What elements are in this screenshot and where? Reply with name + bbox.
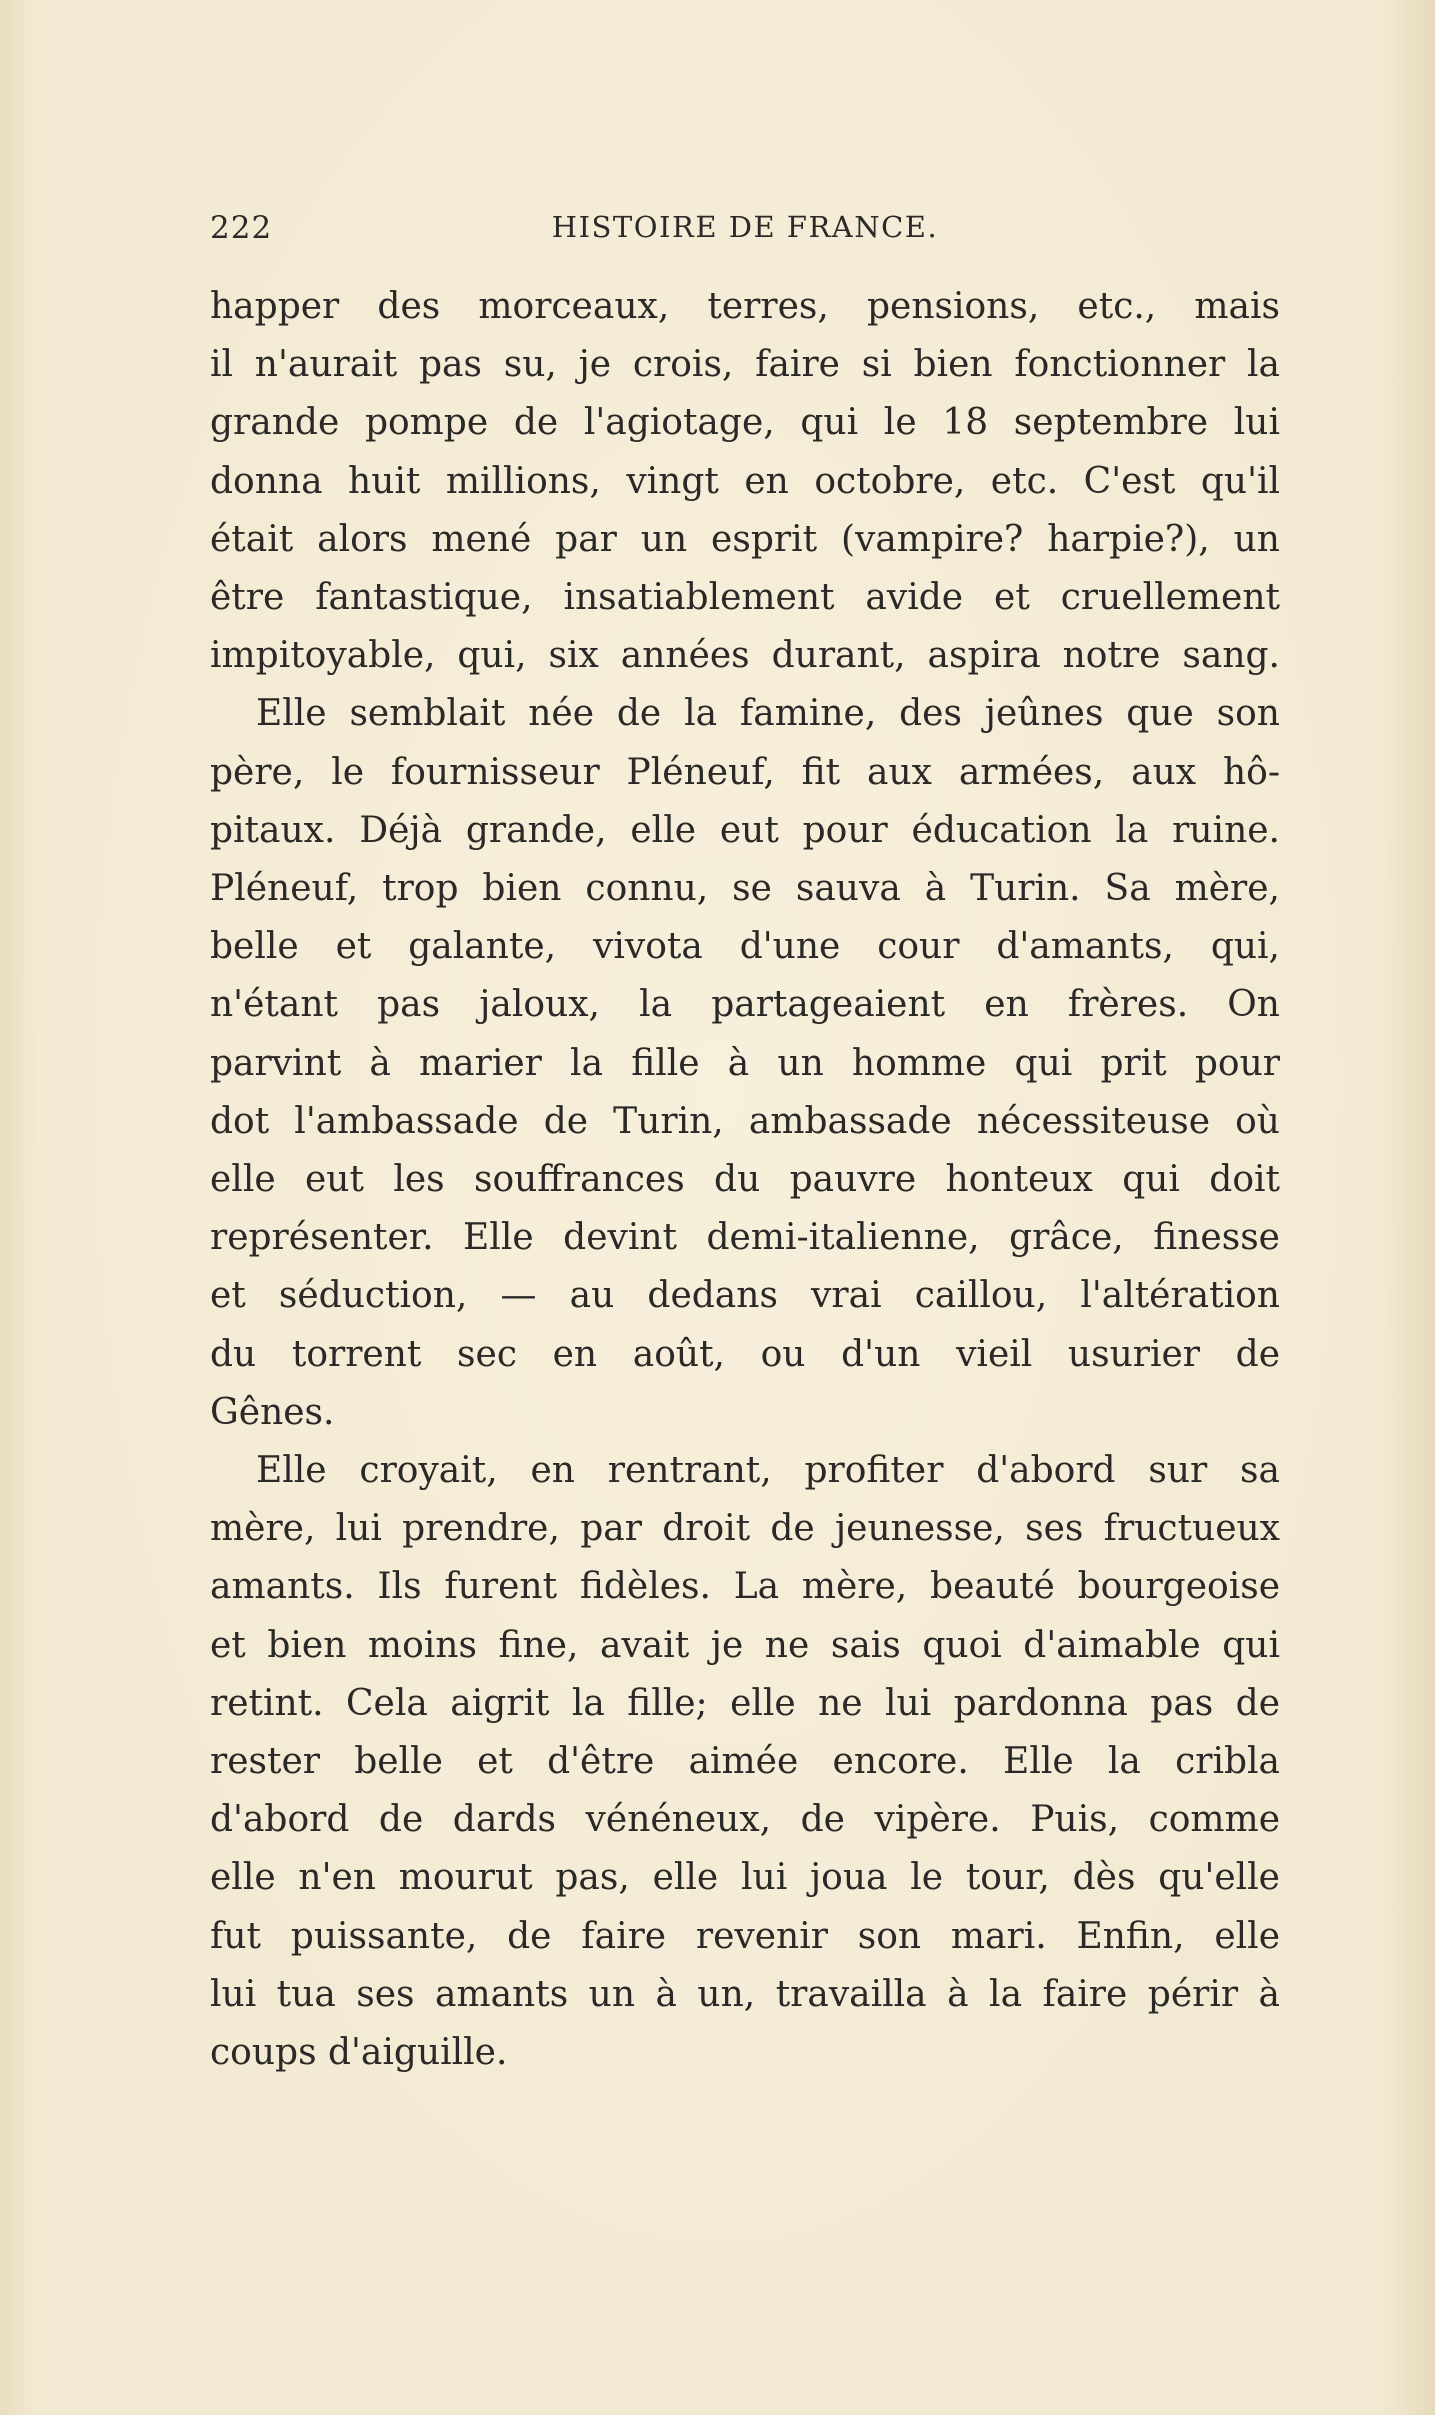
- text-line: mère, lui prendre, par droit de jeunesse, ses fructueux: [210, 1508, 1280, 1550]
- text-line: parvint à marier la fille à un homme qui prit pour: [210, 1042, 1280, 1084]
- text-line: coups d'aiguille.: [210, 2032, 508, 2074]
- text-line: du torrent sec en août, ou d'un vieil usurier de: [210, 1333, 1280, 1375]
- text-line: donna huit millions, vingt en octobre, etc. C'est qu'il: [210, 460, 1280, 502]
- text-line: impitoyable, qui, six années durant, aspira notre sang.: [210, 635, 1280, 677]
- text-line: amants. Ils furent fidèles. La mère, beauté bourgeoise: [210, 1566, 1280, 1608]
- text-line: n'étant pas jaloux, la partageaient en frères. On: [210, 984, 1280, 1026]
- text-line: Elle croyait, en rentrant, profiter d'abord sur sa: [256, 1450, 1280, 1492]
- text-line: représenter. Elle devint demi-italienne, grâce, finesse: [210, 1217, 1280, 1259]
- page-number: 222: [210, 210, 273, 246]
- text-line: elle eut les souffrances du pauvre honteux qui doit: [210, 1159, 1280, 1201]
- text-line: retint. Cela aigrit la fille; elle ne lui pardonna pas de: [210, 1682, 1280, 1724]
- text-line: happer des morceaux, terres, pensions, etc., mais: [210, 286, 1280, 327]
- text-line: pitaux. Déjà grande, elle eut pour éducation la ruine.: [210, 809, 1280, 851]
- text-line: Pléneuf, trop bien connu, se sauva à Turin. Sa mère,: [210, 868, 1280, 910]
- running-head: HISTOIRE DE FRANCE.: [551, 210, 939, 244]
- page-header: [210, 210, 1280, 258]
- text-line: il n'aurait pas su, je crois, faire si bien fonctionner la: [210, 344, 1280, 386]
- text-line: père, le fournisseur Pléneuf, fit aux armées, aux hô-: [210, 751, 1280, 793]
- body-text: [210, 278, 1280, 2082]
- text-line: lui tua ses amants un à un, travailla à la faire périr à: [210, 1973, 1280, 2015]
- text-line: Gênes.: [210, 1391, 335, 1433]
- paragraph-3: [210, 1442, 1280, 2082]
- text-line: Elle semblait née de la famine, des jeûnes que son: [256, 693, 1280, 735]
- text-line: d'abord de dards vénéneux, de vipère. Puis, comme: [210, 1799, 1280, 1841]
- text-line: être fantastique, insatiablement avide et cruellement: [210, 577, 1280, 619]
- text-line: grande pompe de l'agiotage, qui le 18 septembre lui: [210, 402, 1280, 444]
- text-line: et séduction, — au dedans vrai caillou, l'altération: [210, 1275, 1280, 1317]
- paragraph-2: [210, 685, 1280, 1442]
- text-line: belle et galante, vivota d'une cour d'amants, qui,: [210, 926, 1280, 968]
- text-line: fut puissante, de faire revenir son mari. Enfin, elle: [210, 1915, 1280, 1957]
- text-line: rester belle et d'être aimée encore. Elle la cribla: [210, 1741, 1280, 1783]
- text-line: dot l'ambassade de Turin, ambassade nécessiteuse où: [210, 1100, 1280, 1142]
- text-line: et bien moins fine, avait je ne sais quoi d'aimable qui: [210, 1624, 1280, 1666]
- paragraph-1: [210, 278, 1280, 685]
- text-line: elle n'en mourut pas, elle lui joua le tour, dès qu'elle: [210, 1857, 1280, 1899]
- text-line: était alors mené par un esprit (vampire? harpie?), un: [210, 518, 1280, 560]
